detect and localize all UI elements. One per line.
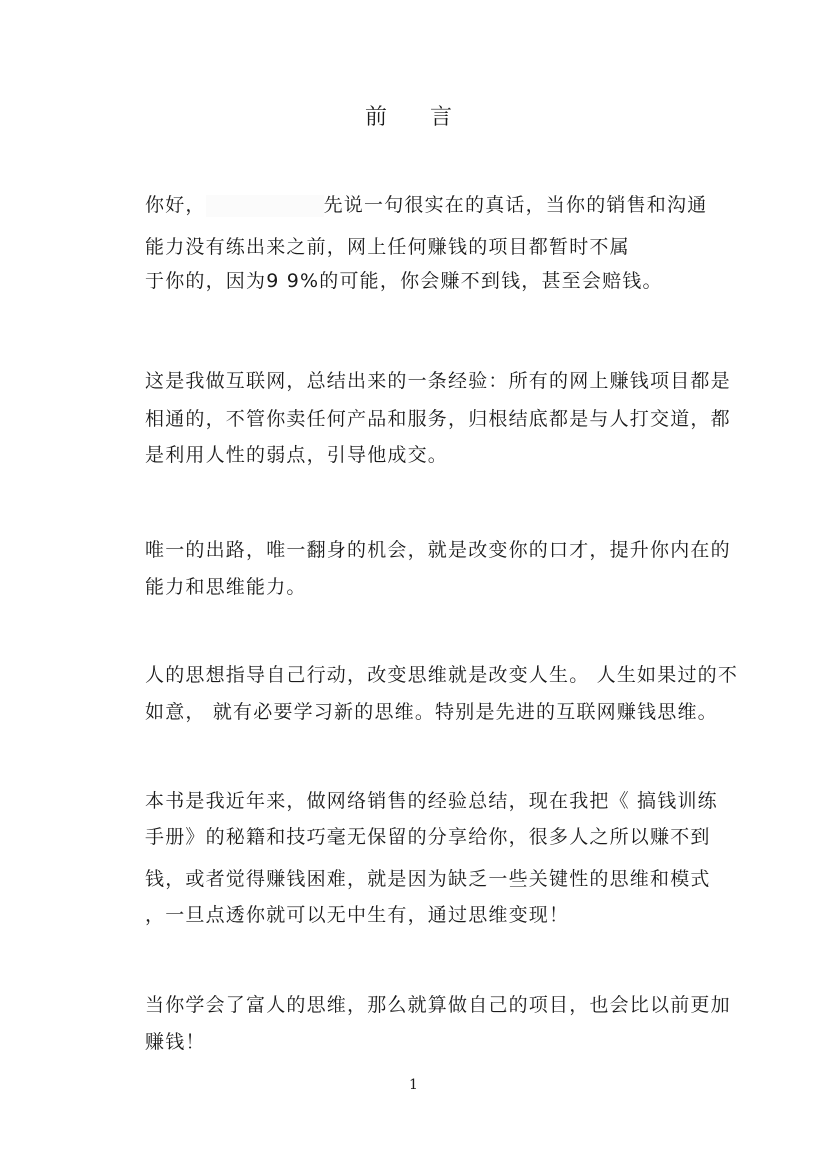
page-number: 1 xyxy=(409,1077,418,1093)
paragraph-line: 是利用人性的弱点，引导他成交。 xyxy=(145,444,449,466)
paragraph-line: 能力没有练出来之前，网上任何赚钱的项目都暂时不属 xyxy=(145,236,630,258)
paragraph-line: 本书是我近年来，做网络销售的经验总结，现在我把《 搞钱训练 xyxy=(145,790,718,812)
paragraph-line: 唯一的出路，唯一翻身的机会，就是改变你的口才，提升你内在的 xyxy=(145,539,731,561)
greeting-text: 你好， xyxy=(145,194,206,216)
paragraph-line: 赚钱！ xyxy=(145,1031,206,1053)
preface-title: 前 言 xyxy=(365,105,470,130)
paragraph-line: 相通的，不管你卖任何产品和服务，归根结底都是与人打交道，都 xyxy=(145,408,731,430)
paragraph-line: 钱，或者觉得赚钱困难，就是因为缺乏一些关键性的思维和模式 xyxy=(145,868,711,890)
paragraph-line xyxy=(145,193,707,217)
paragraph-line: 能力和思维能力。 xyxy=(145,576,307,598)
paragraph-line: ，一旦点透你就可以无中生有，通过思维变现！ xyxy=(145,904,570,926)
paragraph-line: 人的思想指导自己行动，改变思维就是改变人生。 人生如果过的不 xyxy=(145,664,739,686)
paragraph-line: 这是我做互联网，总结出来的一条经验：所有的网上赚钱项目都是 xyxy=(145,370,731,392)
paragraph-line: 手册》的秘籍和技巧毫无保留的分享给你，很多人之所以赚不到 xyxy=(145,826,711,848)
paragraph-line: 当你学会了富人的思维，那么就算做自己的项目，也会比以前更加 xyxy=(145,994,731,1016)
paragraph-line: 于你的，因为9 9%的可能，你会赚不到钱，甚至会赔钱。 xyxy=(145,270,663,292)
paragraph-line: 如意， 就有必要学习新的思维。特别是先进的互联网赚钱思维。 xyxy=(145,701,718,723)
line-text: 先说一句很实在的真话，当你的销售和沟通 xyxy=(323,194,708,216)
blank-gap xyxy=(206,195,324,217)
